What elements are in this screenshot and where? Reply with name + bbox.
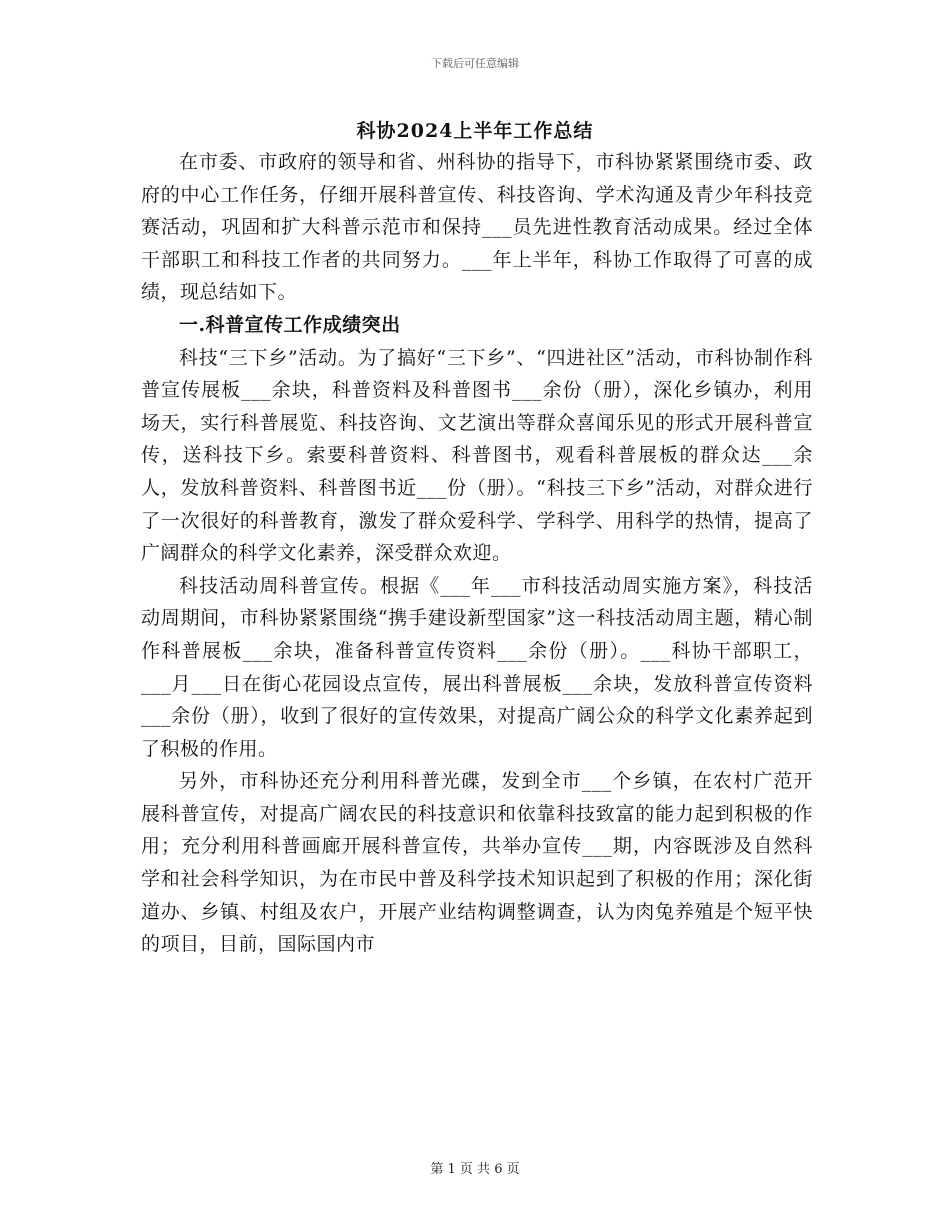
section-heading: 一.科普宣传工作成绩突出 (179, 313, 401, 336)
paragraph-intro: 在市委、市政府的领导和省、州科协的指导下，市科协紧紧围绕市委、政府的中心工作任务，仔细开展科普宣传、科技咨询、学术沟通及青少年科技竞赛活动，巩固和扩大科普示范市和保持___员先进性教育活动成果。经过全体干部职工和科技工作者的共同努力。___年上半年，科协工作取得了可喜的成绩，现总结如下。 (141, 151, 813, 304)
header-watermark: 下载后可任意编辑 (431, 57, 519, 70)
paragraph-sanxiaxiang: 科技“三下乡”活动。为了搞好“三下乡”、“四进社区”活动，市科协制作科普宣传展板___余块，科普资料及科普图书___余份（册），深化乡镇办，利用场天，实行科普展览、科技咨询、文艺演出等群众喜闻乐见的形式开展科普宣传，送科技下乡。索要科普资料、科普图书，观看科普展板的群众达___余人，发放科普资料、科普图书近___份（册）。“科技三下乡”活动，对群众进行了一次很好的科普教育，激发了群众爱科学、学科学、用科学的热情，提高了广阔群众的科学文化素养，深受群众欢迎。 (141, 346, 813, 565)
document-title: 科协2024上半年工作总结 (356, 120, 594, 142)
paragraph-other: 另外，市科协还充分利用科普光碟，发到全市___个乡镇，在农村广范开展科普宣传，对提高广阔农民的科技意识和依靠科技致富的能力起到积极的作用；充分利用科普画廊开展科普宣传，共举办宣传___期，内容既涉及自然科学和社会科学知识，为在市民中普及科学技术知识起到了积极的作用；深化街道办、乡镇、村组及农户，开展产业结构调整调查，认为肉兔养殖是个短平快的项目，目前，国际国内市 (141, 770, 813, 956)
document-body (141, 146, 813, 961)
paragraph-science-week: 科技活动周科普宣传。根据《___年___市科技活动周实施方案》，科技活动周期间，市科协紧紧围绕“携手建设新型国家”这一科技活动周主题，精心制作科普展板___余块，准备科普宣传资料___余份（册）。___科协干部职工，___月___日在街心花园设点宣传，展出科普展板___余块，发放科普宣传资料___余份（册），收到了很好的宣传效果，对提高广阔公众的科学文化素养起到了积极的作用。 (141, 574, 813, 760)
page-number: 第 1 页 共 6 页 (430, 1162, 520, 1177)
